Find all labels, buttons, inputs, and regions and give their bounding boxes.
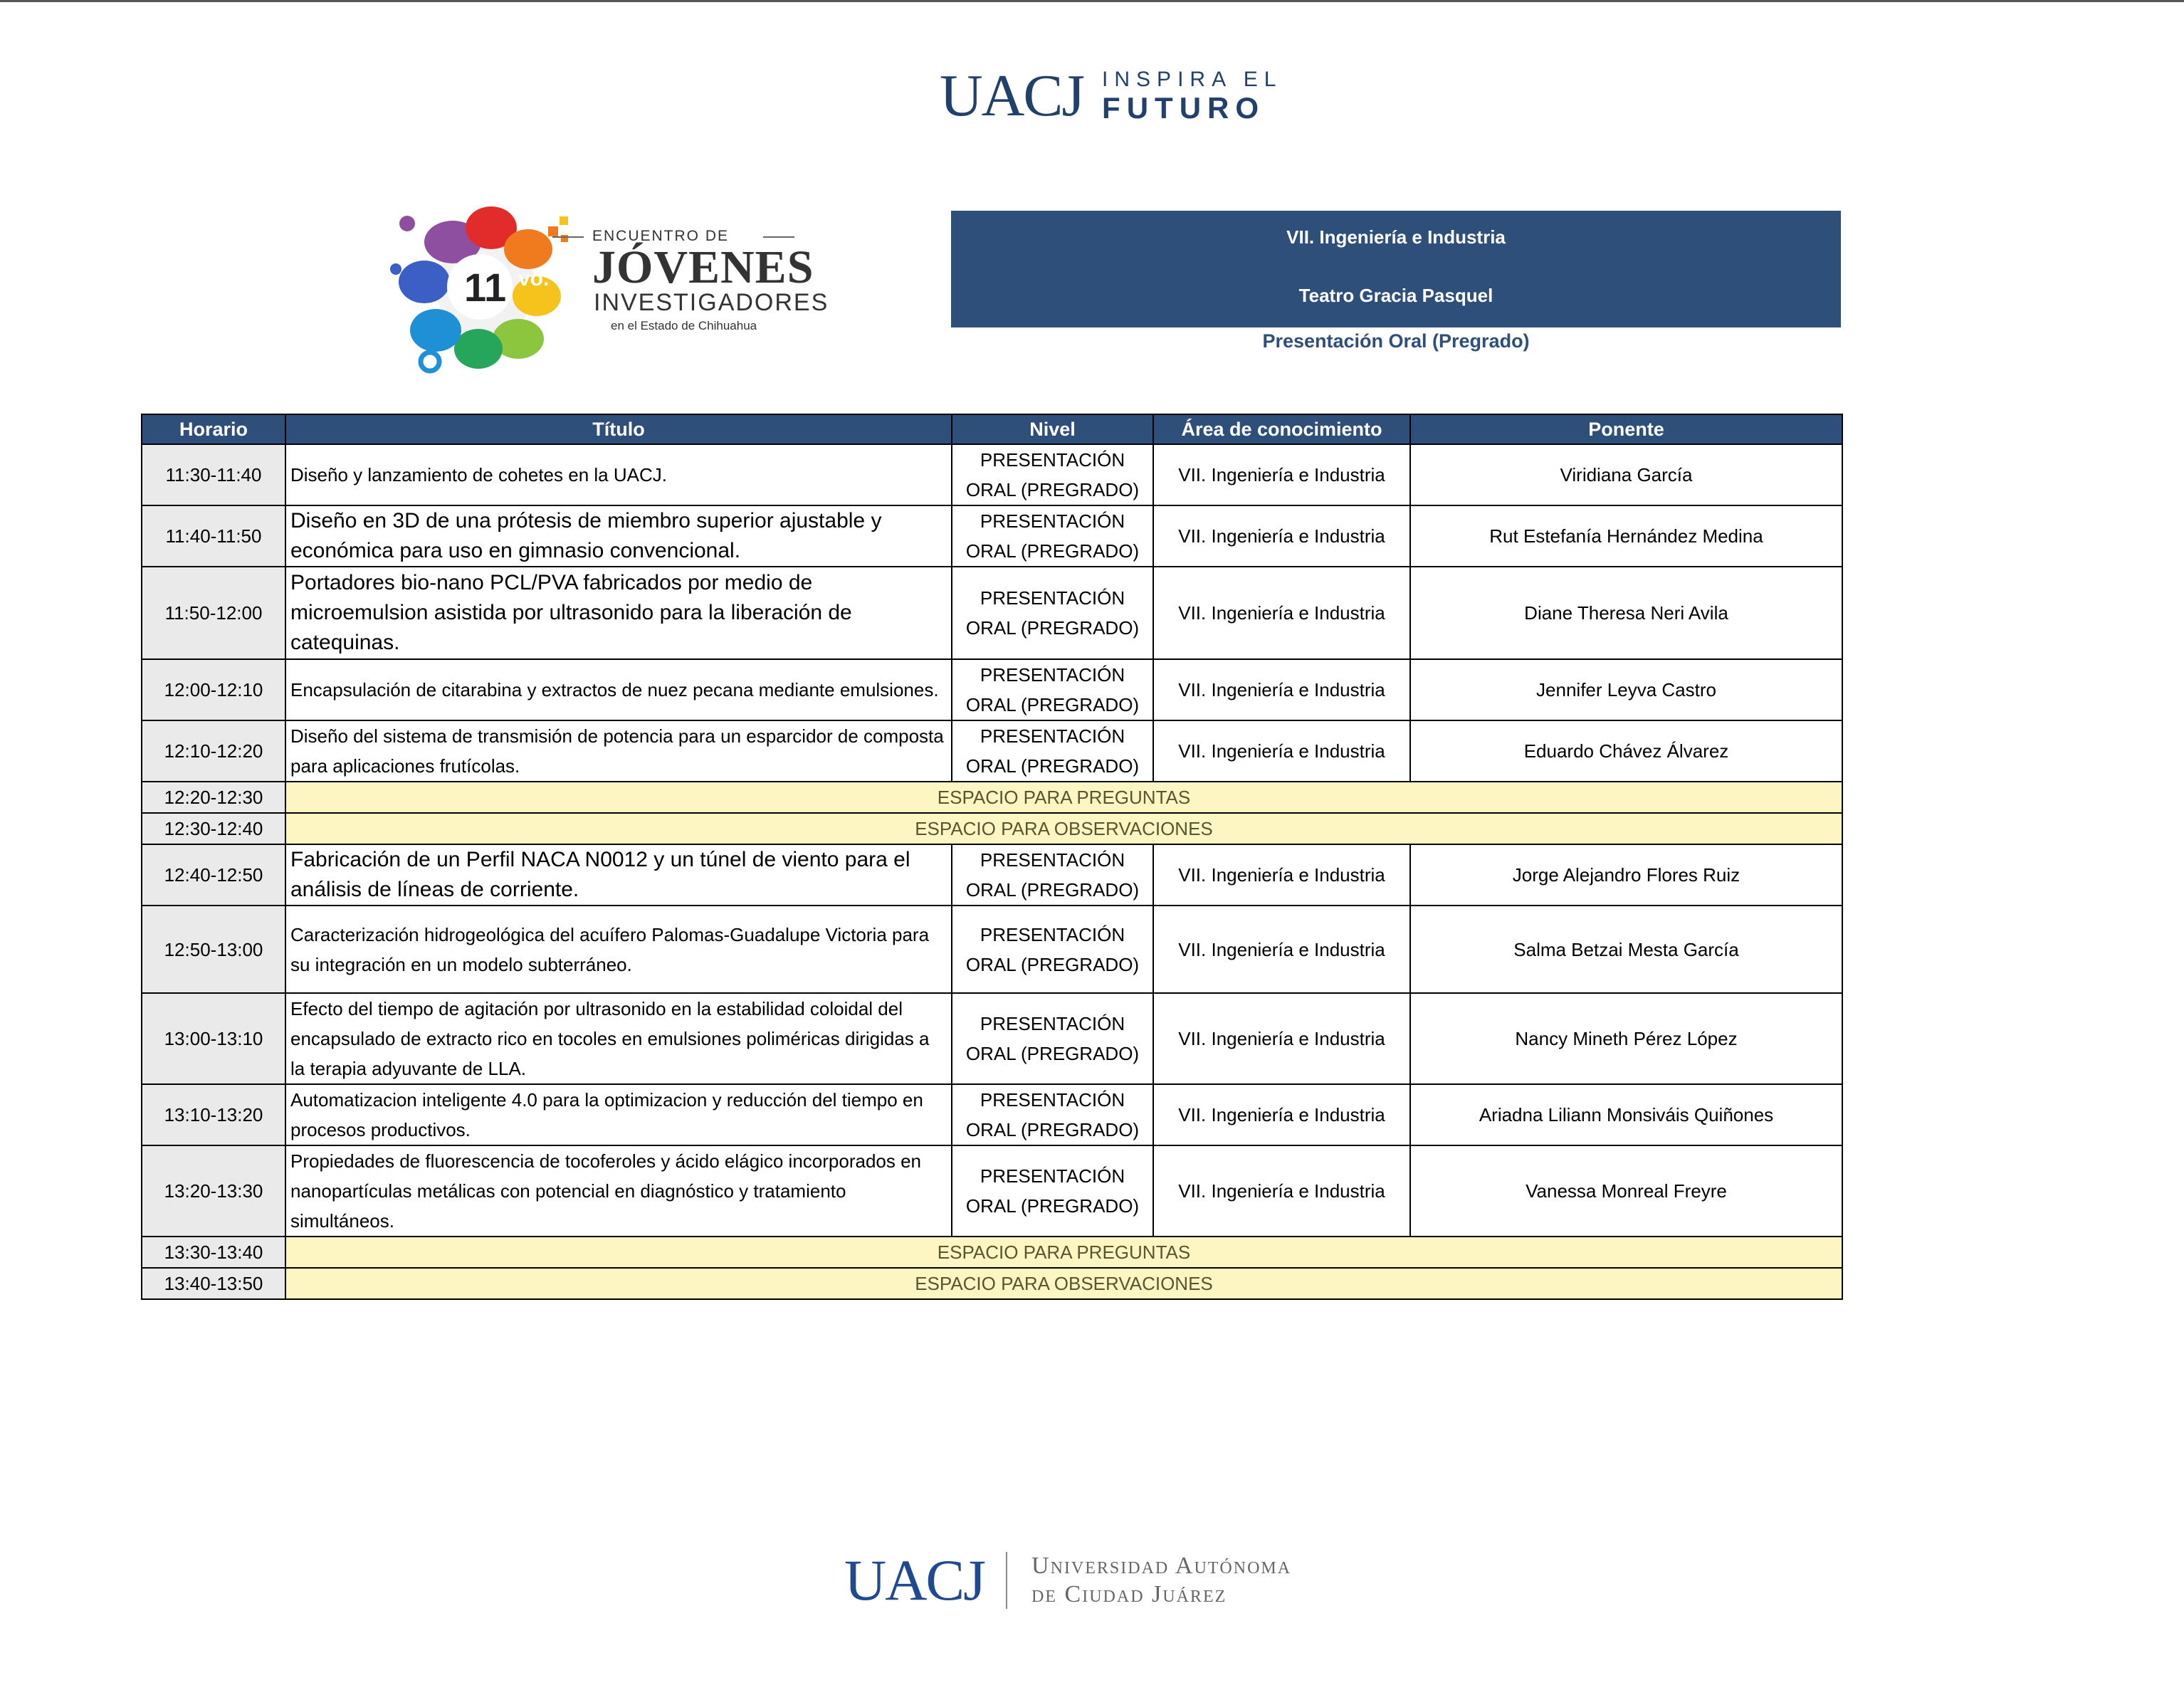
area-cell: VII. Ingeniería e Industria: [1153, 844, 1410, 906]
event-ordinal: vo.: [518, 267, 550, 290]
header-nivel: Nivel: [952, 414, 1153, 444]
table-row: [142, 906, 1842, 993]
break-row: [142, 1268, 1842, 1299]
tagline-line1: INSPIRA EL: [1102, 68, 1283, 91]
university-name: [1031, 1552, 1291, 1609]
title-cell: Diseño del sistema de transmisión de potencia para un esparcidor de composta para aplicaciones frutícolas.: [285, 720, 952, 782]
table-row: [142, 993, 1842, 1084]
break-row: [142, 1237, 1842, 1268]
level-cell: PRESENTACIÓN ORAL (PREGRADO): [952, 505, 1153, 567]
speaker-cell: Jorge Alejandro Flores Ruiz: [1410, 844, 1842, 906]
area-cell: VII. Ingeniería e Industria: [1153, 567, 1410, 659]
university-name-line1: Universidad Autónoma: [1031, 1553, 1292, 1579]
event-flower-icon: [379, 191, 592, 380]
session-modality: Presentación Oral (Pregrado): [1262, 330, 1530, 352]
level-cell: PRESENTACIÓN ORAL (PREGRADO): [952, 993, 1153, 1084]
tagline-line2: FUTURO: [1102, 91, 1266, 125]
area-cell: VII. Ingeniería e Industria: [1153, 444, 1410, 505]
level-cell: PRESENTACIÓN ORAL (PREGRADO): [952, 659, 1153, 720]
title-cell: Caracterización hidrogeológica del acuífero Palomas-Guadalupe Victoria para su integración en un modelo subterráneo.: [285, 906, 952, 993]
event-rule-left: [552, 236, 584, 238]
level-cell: PRESENTACIÓN ORAL (PREGRADO): [952, 720, 1153, 782]
area-cell: VII. Ingeniería e Industria: [1153, 720, 1410, 782]
header-titulo: Título: [285, 414, 952, 444]
event-line4: en el Estado de Chihuahua: [611, 319, 757, 332]
time-cell: 12:40-12:50: [142, 844, 285, 906]
uacj-header-logo: [940, 64, 1282, 128]
speaker-cell: Salma Betzai Mesta García: [1410, 906, 1842, 993]
level-cell: PRESENTACIÓN ORAL (PREGRADO): [952, 1084, 1153, 1145]
university-name-line2: de Ciudad Juárez: [1031, 1581, 1227, 1607]
speaker-cell: Diane Theresa Neri Avila: [1410, 567, 1842, 659]
time-cell: 11:50-12:00: [142, 567, 285, 659]
area-cell: VII. Ingeniería e Industria: [1153, 906, 1410, 993]
title-cell: Encapsulación de citarabina y extractos de nuez pecana mediante emulsiones.: [285, 659, 952, 720]
area-cell: VII. Ingeniería e Industria: [1153, 1145, 1410, 1237]
title-cell: Portadores bio-nano PCL/PVA fabricados por medio de microemulsion asistida por ultrasonido para la liberación de catequinas.: [285, 567, 952, 659]
uacj-footer-mark: UACJ: [844, 1548, 985, 1612]
table-row: [142, 1084, 1842, 1145]
observations-slot: ESPACIO PARA OBSERVACIONES: [285, 1268, 1842, 1299]
table-header-row: [142, 414, 1842, 444]
time-cell: 12:10-12:20: [142, 720, 285, 782]
top-border: [0, 0, 2184, 2]
event-line1: ENCUENTRO DE: [592, 228, 730, 244]
table-row: [142, 720, 1842, 782]
table-row: [142, 567, 1842, 659]
table-row: [142, 1145, 1842, 1237]
session-area: VII. Ingeniería e Industria: [1286, 226, 1506, 248]
uacj-tagline: [1102, 69, 1282, 123]
questions-slot: ESPACIO PARA PREGUNTAS: [285, 1237, 1842, 1268]
header-area: Área de conocimiento: [1153, 414, 1410, 444]
title-cell: Diseño en 3D de una prótesis de miembro superior ajustable y económica para uso en gimnasio convencional.: [285, 505, 952, 567]
level-cell: PRESENTACIÓN ORAL (PREGRADO): [952, 567, 1153, 659]
level-cell: PRESENTACIÓN ORAL (PREGRADO): [952, 444, 1153, 505]
session-info-box: [951, 211, 1841, 327]
session-venue: Teatro Gracia Pasquel: [1298, 285, 1493, 306]
speaker-cell: Rut Estefanía Hernández Medina: [1410, 505, 1842, 567]
event-logo: [379, 191, 829, 380]
break-row: [142, 782, 1842, 813]
title-cell: Propiedades de fluorescencia de tocoferoles y ácido elágico incorporados en nanopartículas metálicas con potencial en diagnóstico y tratamiento simultáneos.: [285, 1145, 952, 1237]
time-cell: 13:10-13:20: [142, 1084, 285, 1145]
time-cell: 13:40-13:50: [142, 1268, 285, 1299]
area-cell: VII. Ingeniería e Industria: [1153, 659, 1410, 720]
table-row: [142, 505, 1842, 567]
uacj-footer-logo: [844, 1545, 1291, 1616]
time-cell: 13:20-13:30: [142, 1145, 285, 1237]
speaker-cell: Vanessa Monreal Freyre: [1410, 1145, 1842, 1237]
level-cell: PRESENTACIÓN ORAL (PREGRADO): [952, 906, 1153, 993]
table-row: [142, 444, 1842, 505]
time-cell: 11:40-11:50: [142, 505, 285, 567]
header-ponente: Ponente: [1410, 414, 1842, 444]
questions-slot: ESPACIO PARA PREGUNTAS: [285, 782, 1842, 813]
area-cell: VII. Ingeniería e Industria: [1153, 1084, 1410, 1145]
time-cell: 12:20-12:30: [142, 782, 285, 813]
time-cell: 13:30-13:40: [142, 1237, 285, 1268]
observations-slot: ESPACIO PARA OBSERVACIONES: [285, 813, 1842, 844]
speaker-cell: Viridiana García: [1410, 444, 1842, 505]
speaker-cell: Eduardo Chávez Álvarez: [1410, 720, 1842, 782]
break-row: [142, 813, 1842, 844]
speaker-cell: Jennifer Leyva Castro: [1410, 659, 1842, 720]
event-line2: JÓVENES: [592, 241, 814, 293]
uacj-logo-mark: UACJ: [940, 63, 1084, 129]
event-rule-right: [763, 236, 794, 238]
title-cell: Efecto del tiempo de agitación por ultrasonido en la estabilidad coloidal del encapsulado de extracto rico en tocoles en emulsiones poliméricas dirigidas a la terapia adyuvante de LLA.: [285, 993, 952, 1084]
speaker-cell: Nancy Mineth Pérez López: [1410, 993, 1842, 1084]
area-cell: VII. Ingeniería e Industria: [1153, 993, 1410, 1084]
footer-separator: [1006, 1552, 1007, 1609]
level-cell: PRESENTACIÓN ORAL (PREGRADO): [952, 844, 1153, 906]
speaker-cell: Ariadna Liliann Monsiváis Quiñones: [1410, 1084, 1842, 1145]
time-cell: 12:30-12:40: [142, 813, 285, 844]
header-horario: Horario: [142, 414, 285, 444]
time-cell: 13:00-13:10: [142, 993, 285, 1084]
time-cell: 11:30-11:40: [142, 444, 285, 505]
title-cell: Diseño y lanzamiento de cohetes en la UACJ.: [285, 444, 952, 505]
time-cell: 12:50-13:00: [142, 906, 285, 993]
table-row: [142, 844, 1842, 906]
area-cell: VII. Ingeniería e Industria: [1153, 505, 1410, 567]
event-number: 11: [464, 265, 507, 310]
title-cell: Automatizacion inteligente 4.0 para la optimizacion y reducción del tiempo en procesos productivos.: [285, 1084, 952, 1145]
event-line3: INVESTIGADORES: [594, 289, 829, 316]
table-row: [142, 659, 1842, 720]
level-cell: PRESENTACIÓN ORAL (PREGRADO): [952, 1145, 1153, 1237]
schedule-table: [141, 414, 1843, 1300]
time-cell: 12:00-12:10: [142, 659, 285, 720]
title-cell: Fabricación de un Perfil NACA N0012 y un túnel de viento para el análisis de líneas de corriente.: [285, 844, 952, 906]
